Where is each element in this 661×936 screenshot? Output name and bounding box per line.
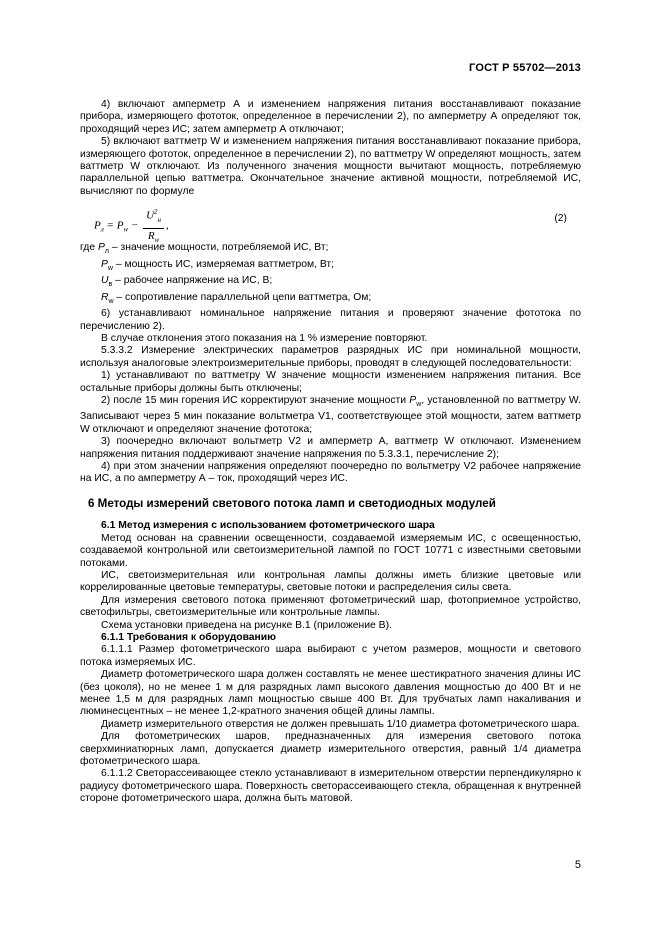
where-line: $P_w$ – мощность ИС, измеряемая ваттметром, Вт; [101,258,335,272]
paragraph: 2) после 15 мин горения ИС корректируют значение мощности $P_w$, установленной по ваттметру W. Записывают через 5 мин показание вольтметра V1, соответствующее этой мощности, затем ваттметр W отключают и определяют значение фототока; [80,394,582,435]
paragraph: 3) поочередно включают вольтметр V2 и амперметр А, ваттметр W отключают. Изменением напряжения питания поддерживают значение напряжения по 5.3.3.1, перечисление 2); [80,436,581,460]
paragraph: 4) включают амперметр А и изменением напряжения питания восстанавливают показание прибора, измеряющего фототок, определенное в перечислении 2), по амперметру А определяют ток, проходящий через ИС; затем амперметр А отключают; [80,99,581,135]
paragraph: Метод основан на сравнении освещенности, создаваемой измеряемым ИС, с освещенностью, создаваемой контрольной или светоизмерительной лампой по ГОСТ 10771 с известными световыми потоками. [80,532,581,569]
paragraph: В случае отклонения этого показания на 1 % измерение повторяют. [101,332,428,344]
where-line: $U_в$ – рабочее напряжение на ИС, В; [101,275,273,289]
where-line: где $P_л$ – значение мощности, потребляемой ИС, Вт; [80,242,329,256]
paragraph: ИС, светоизмерительная или контрольная лампы должны иметь близкие цветовые или коррелированные цветовые температуры, световые потоки и распределения силы света. [80,569,581,594]
paragraph: 5) включают ваттметр W и изменением напряжения питания восстанавливают показание прибора, измеряющего фототок, определенное в перечислении 2), по ваттметру W определяют мощность, затем ваттметр W отключают. Из полученного значения мощности вычитают мощность, потребляемую параллельной цепью ваттметра. Окончательное значение активной мощности, потребляемой ИС, вычисляют по формуле [80,136,581,197]
subsection-heading: 6.1.1 Требования к оборудованию [101,631,276,643]
formula-expression: $P_л = P_w$ − $\frac{U^2_н}{R_w}$ , [94,206,169,246]
paragraph: Схема установки приведена на рисунке В.1 (приложение В). [101,619,392,631]
paragraph: Для измерения светового потока применяют фотометрический шар, фотоприемное устройство, светофильтры, светоизмерительные или контрольные лампы. [80,594,581,619]
paragraph: 6.1.1.2 Светорассеивающее стекло устанавливают в измерительном отверстии перпендикулярно к радиусу фотометрического шара. Поверхность светорассеивающего стекла, обращенная к внутренней стороне фотометрического шара, должна быть матовой. [80,768,581,805]
paragraph: 4) при этом значении напряжения определяют поочередно по вольтметру V2 рабочее напряжение на ИС, а по амперметру А – ток, проходящий через ИС. [80,461,581,485]
section-heading: 6 Методы измерений светового потока ламп и светодиодных модулей [88,496,496,510]
subsection-heading: 6.1 Метод измерения с использованием фотометрического шара [101,520,435,532]
paragraph: Диаметр измерительного отверстия не должен превышать 1/10 диаметра фотометрического шара. [101,718,580,730]
document-code: ГОСТ Р 55702—2013 [469,62,581,74]
formula-2 [80,200,581,244]
paragraph: 1) устанавливают по ваттметру W значение мощности изменением напряжения питания. Все остальные приборы должны быть отключены; [80,370,581,394]
paragraph: 5.3.3.2 Измерение электрических параметров разрядных ИС при номинальной мощности, используя аналоговые электроизмерительные приборы, проводят в следующей последовательности: [80,345,581,369]
page-number: 5 [574,859,581,871]
page-body [80,99,581,806]
paragraph: 6) устанавливают номинальное напряжение питания и проверяют значение фототока по перечислению 2). [80,308,581,332]
where-line: $R_w$ – сопротивление параллельной цепи ваттметра, Ом; [101,291,372,305]
formula-number: (2) [554,213,567,225]
fraction: $\frac{U^2_н}{R_w}$ [143,206,164,246]
paragraph: 6.1.1.1 Размер фотометрического шара выбирают с учетом размеров, мощности и светового потока измеряемых ИС. [80,644,581,668]
paragraph: Диаметр фотометрического шара должен составлять не менее шестикратного значения длины ИС (без цоколя), но не менее 1 м для разрядных ламп высокого давления мощностью до 400 Вт и не менее 1,5 м для разрядных ламп мощностью свыше 400 Вт. Для трубчатых ламп накаливания и люминесцентных – не менее 1,2-кратного значения общей длины лампы. [80,669,581,718]
paragraph: Для фотометрических шаров, предназначенных для измерения светового потока сверхминиатюрных ламп, допускается диаметр измерительного отверстия, равный 1/4 диаметра фотометрического шара. [80,731,581,767]
